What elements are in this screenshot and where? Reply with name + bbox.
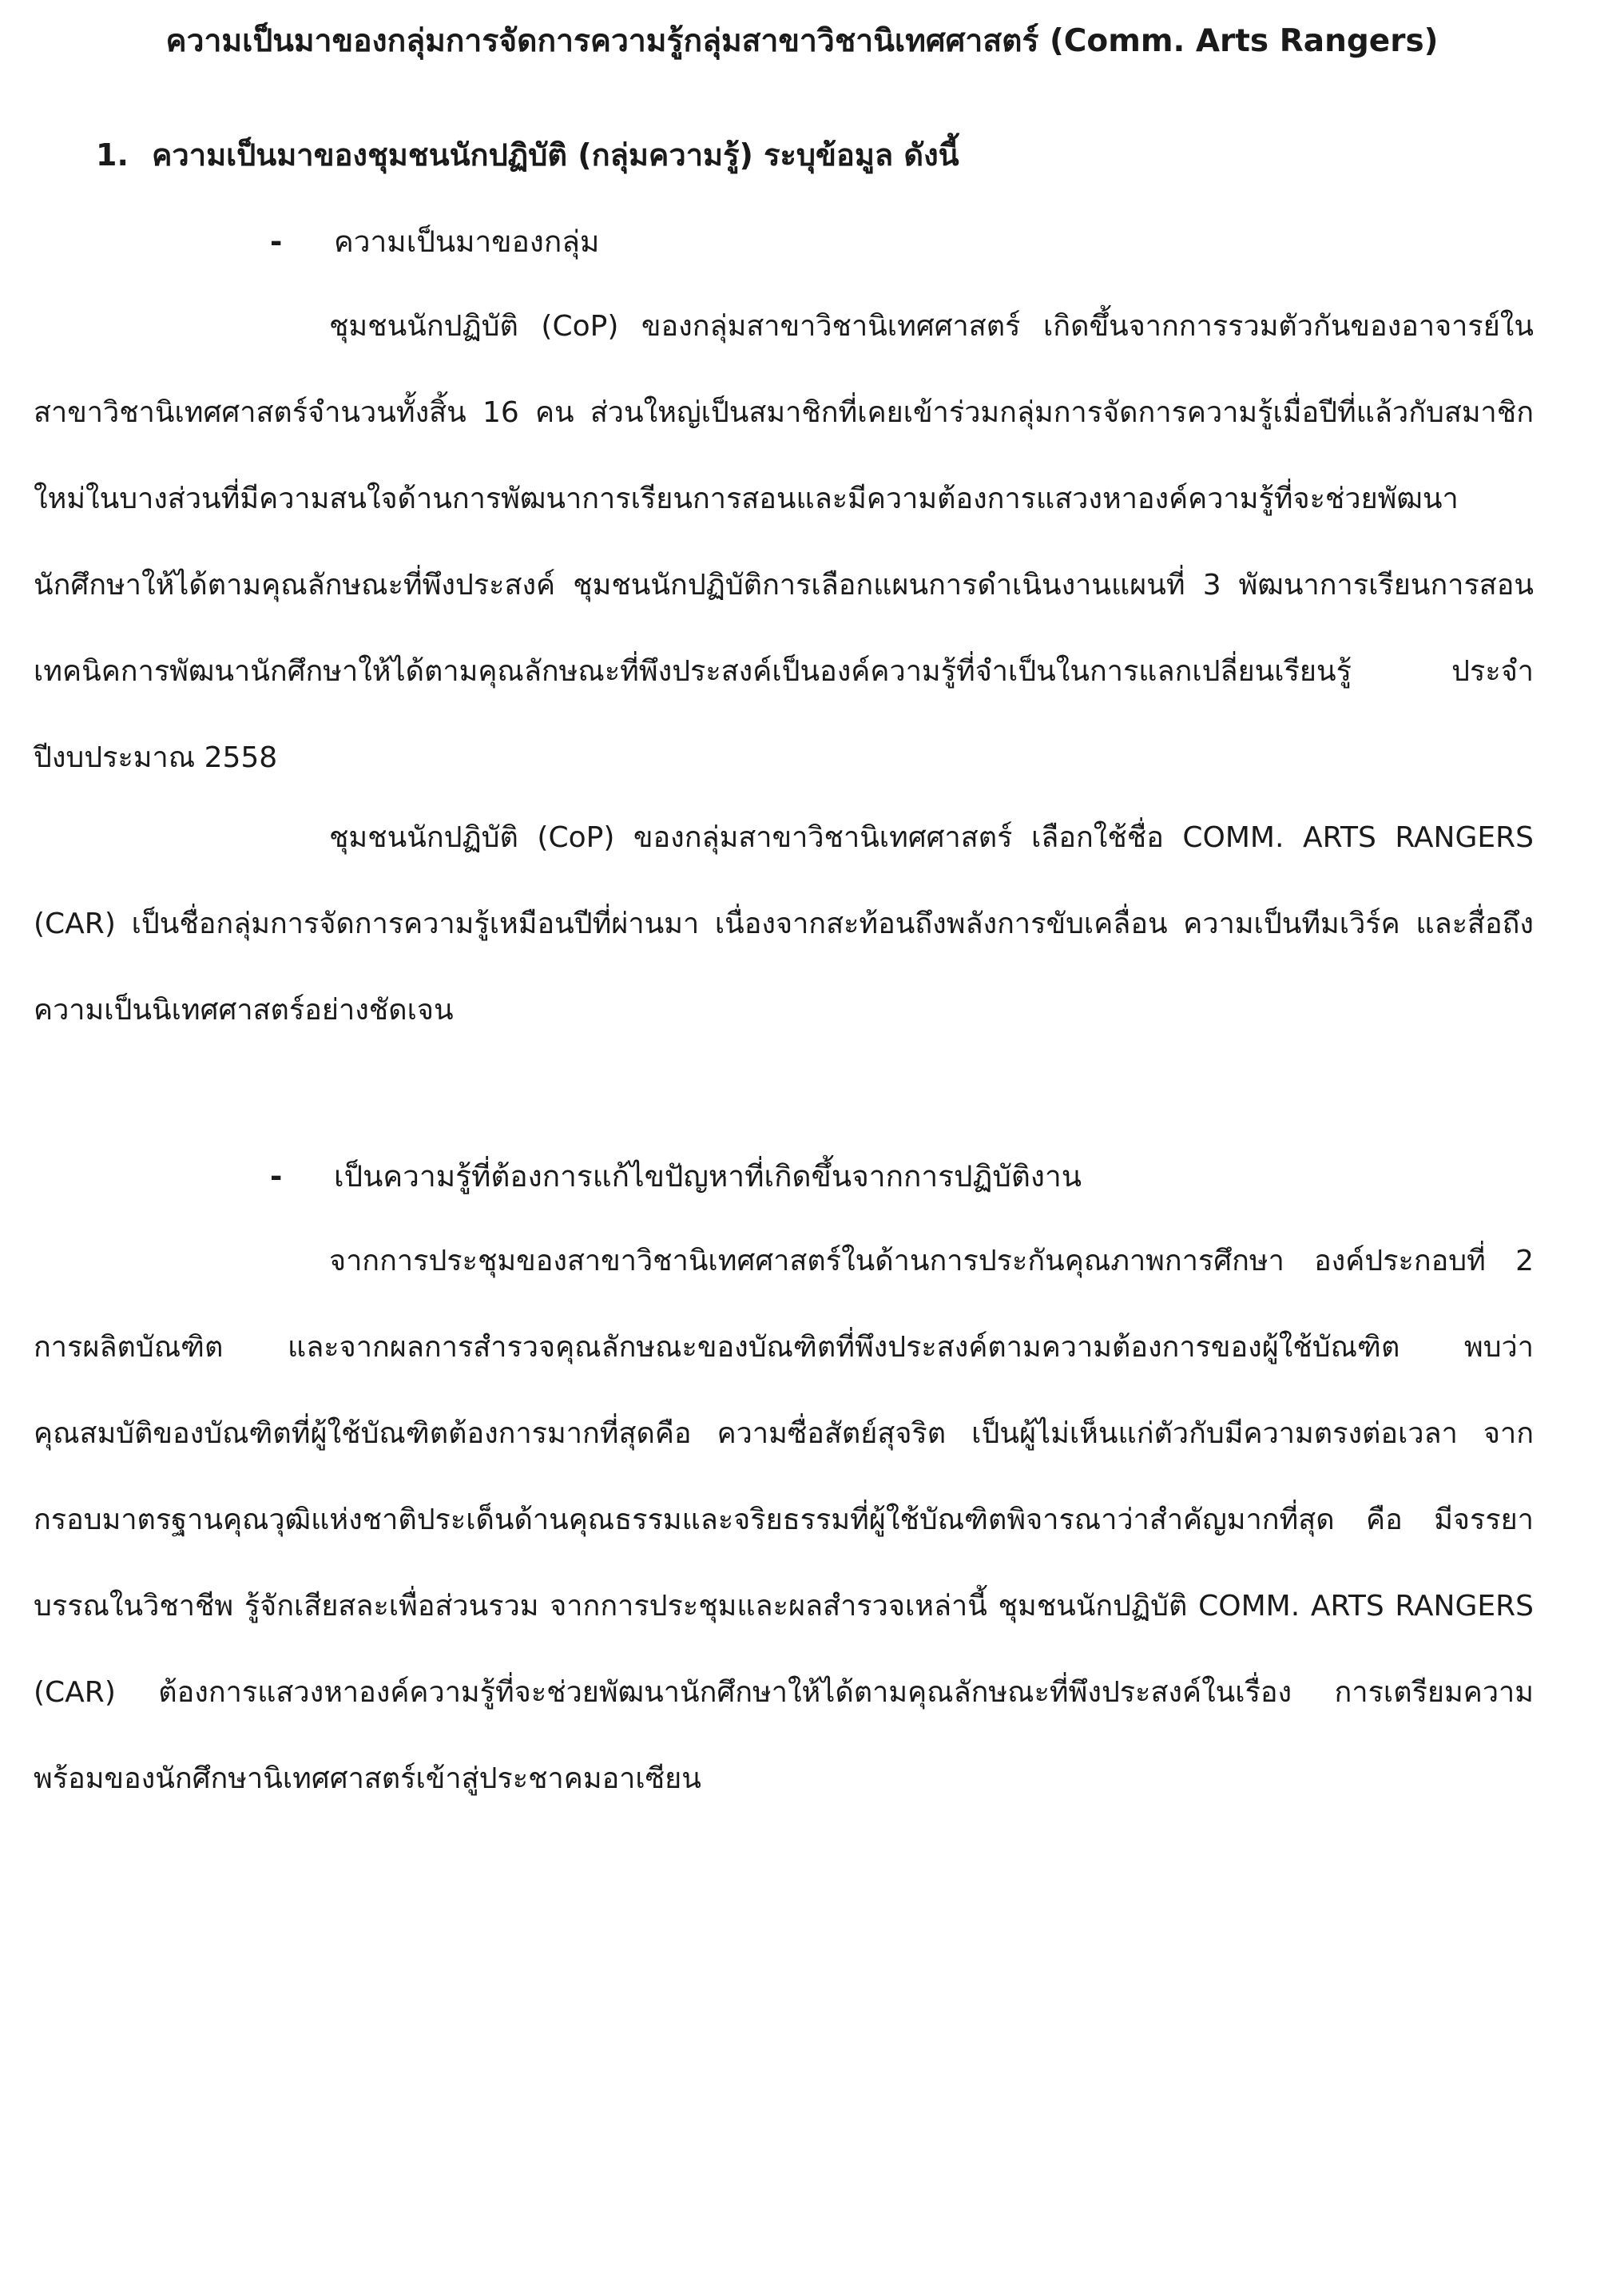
paragraph-cop-origin: ชุมชนนักปฏิบัติ (CoP) ของกลุ่มสาขาวิชานิเทศศาสตร์ เกิดขึ้นจากการรวมตัวกันของอาจารย์ในสาขาวิชานิเทศศาสตร์จำนวนทั้งสิ้น 16 คน ส่วนใหญ่เป็นสมาชิกที่เคยเข้าร่วมกลุ่มการจัดการความรู้เมื่อปีที่แล้วกับสมาชิกใหม่ในบางส่วนที่มีความสนใจด้านการพัฒนาการเรียนการสอนและมีความต้องการแสวงหาองค์ความรู้ที่จะช่วยพัฒนานักศึกษาให้ได้ตามคุณลักษณะที่พึงประสงค์ ชุมชนนักปฏิบัติการเลือกแผนการดำเนินงานแผนที่ 3 พัฒนาการเรียนการสอนเทคนิคการพัฒนานักศึกษาให้ได้ตามคุณลักษณะที่พึงประสงค์เป็นองค์ความรู้ที่จำเป็นในการแลกเปลี่ยนเรียนรู้ ประจำปีงบประมาณ 2558	[34, 310, 1534, 774]
bullet-group-background	[270, 220, 599, 264]
document-title: ความเป็นมาของกลุ่มการจัดการความรู้กลุ่มสาขาวิชานิเทศศาสตร์ (Comm. Arts Rangers)	[165, 23, 1439, 59]
bullet-label: เป็นความรู้ที่ต้องการแก้ไขปัญหาที่เกิดขึ้นจากการปฏิบัติงาน	[334, 1159, 1082, 1194]
bullet-dash: -	[270, 224, 283, 259]
bullet-dash: -	[270, 1159, 283, 1194]
section-heading	[96, 133, 959, 177]
bullet-label: ความเป็นมาของกลุ่ม	[334, 224, 600, 259]
heading-number: 1.	[96, 137, 129, 173]
heading-text: ความเป็นมาของชุมชนนักปฏิบัติ (กลุ่มความรู้) ระบุข้อมูล ดังนี้	[152, 137, 959, 173]
bullet-problem-knowledge	[270, 1154, 1082, 1199]
paragraph-problem-detail: จากการประชุมของสาขาวิชานิเทศศาสตร์ในด้านการประกันคุณภาพการศึกษา องค์ประกอบที่ 2 การผลิตบัณฑิต และจากผลการสำรวจคุณลักษณะของบัณฑิตที่พึงประสงค์ตามความต้องการของผู้ใช้บัณฑิต พบว่า คุณสมบัติของบัณฑิตที่ผู้ใช้บัณฑิตต้องการมากที่สุดคือ ความซื่อสัตย์สุจริต เป็นผู้ไม่เห็นแก่ตัวกับมีความตรงต่อเวลา จากกรอบมาตรฐานคุณวุฒิแห่งชาติประเด็นด้านคุณธรรมและจริยธรรมที่ผู้ใช้บัณฑิตพิจารณาว่าสำคัญมากที่สุด คือ มีจรรยาบรรณในวิชาชีพ รู้จักเสียสละเพื่อส่วนรวม จากการประชุมและผลสำรวจเหล่านี้ ชุมชนนักปฏิบัติ COMM. ARTS RANGERS (CAR) ต้องการแสวงหาองค์ความรู้ที่จะช่วยพัฒนานักศึกษาให้ได้ตามคุณลักษณะที่พึงประสงค์ในเรื่อง การเตรียมความพร้อมของนักศึกษานิเทศศาสตร์เข้าสู่ประชาคมอาเซียน	[34, 1245, 1534, 1795]
paragraph-group-name: ชุมชนนักปฏิบัติ (CoP) ของกลุ่มสาขาวิชานิเทศศาสตร์ เลือกใช้ชื่อ COMM. ARTS RANGERS (CAR) เป็นชื่อกลุ่มการจัดการความรู้เหมือนปีที่ผ่านมา เนื่องจากสะท้อนถึงพลังการขับเคลื่อน ความเป็นทีมเวิร์ค และสื่อถึงความเป็นนิเทศศาสตร์อย่างชัดเจน	[34, 821, 1534, 1027]
